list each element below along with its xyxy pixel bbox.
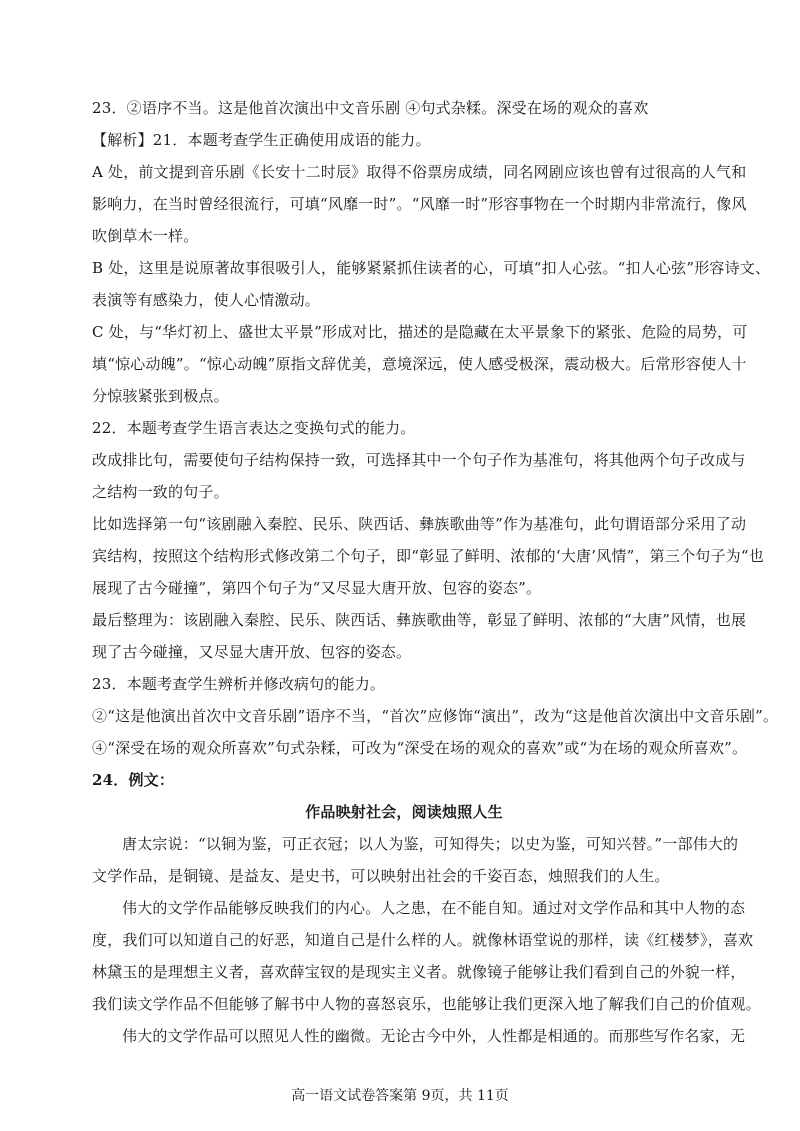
paragraph-line: 之结构一致的句子。	[92, 483, 229, 501]
paragraph-line: 宾结构，按照这个结构形式修改第二个句子，即“彰显了鲜明、浓郁的‘大唐’风情”，第三个句子为“也	[92, 547, 764, 565]
paragraph-line: ④“深受在场的观众所喜欢”句式杂糅，可改为“深受在场的观众的喜欢”或“为在场的观众所喜欢”。	[92, 739, 748, 757]
paragraph-line: B 处，这里是说原著故事很吸引人，能够紧紧抓住读者的心，可填“扣人心弦。“扣人心弦”形容诗文、	[92, 259, 771, 277]
essay-line: 文学作品，是铜镜、是益友、是史书，可以映射出社会的千姿百态，烛照我们的人生。	[92, 867, 670, 885]
analysis-22-heading: 22．本题考查学生语言表达之变换句式的能力。	[92, 419, 416, 437]
paragraph-line: C 处，与“华灯初上、盛世太平景”形成对比，描述的是隐藏在太平景象下的紧张、危险的局势，可	[92, 323, 748, 341]
essay-line: 伟大的文学作品能够反映我们的内心。人之患，在不能自知。通过对文学作品和其中人物的态	[122, 899, 746, 917]
answer-23-line: 23．②语序不当。这是他首次演出中文音乐剧 ④句式杂糅。深受在场的观众的喜欢	[92, 99, 649, 117]
essay-line: 林黛玉的是理想主义者，喜欢薛宝钗的是现实主义者。就像镜子能够让我们看到自己的外貌一样，	[92, 963, 746, 981]
paragraph-line: 展现了古今碰撞”，第四个句子为“又尽显大唐开放、包容的姿态”。	[92, 579, 542, 597]
paragraph-line: 分惊骇紧张到极点。	[92, 387, 229, 405]
paragraph-line: ②“这是他演出首次中文音乐剧”语序不当，“首次”应修饰“演出”，改为“这是他首次演出中文音乐剧”。	[92, 707, 779, 725]
paragraph-line: 比如选择第一句“该剧融入秦腔、民乐、陕西话、彝族歌曲等”作为基准句，此句谓语部分采用了动	[92, 515, 747, 533]
essay-line: 我们读文学作品不但能够了解书中人物的喜怒哀乐，也能够让我们更深入地了解我们自己的价值观。	[92, 995, 761, 1013]
paragraph-line: 表演等有感染力，使人心情激动。	[92, 291, 321, 309]
essay-line: 唐太宗说：“以铜为鉴，可正衣冠；以人为鉴，可知得失；以史为鉴，可知兴替。”一部伟大的	[122, 835, 739, 853]
paragraph-line: 填“惊心动魄”。“惊心动魄”原指文辞优美，意境深远，使人感受极深，震动极大。后常形容使人十	[92, 355, 747, 373]
paragraph-line: A 处，前文提到音乐剧《长安十二时辰》取得不俗票房成绩，同名网剧应该也曾有过很高的人气和	[92, 163, 747, 181]
analysis-23-heading: 23．本题考查学生辨析并修改病句的能力。	[92, 675, 386, 693]
paragraph-line: 现了古今碰撞，又尽显大唐开放、包容的姿态。	[92, 643, 412, 661]
paragraph-line: 吹倒草木一样。	[92, 227, 199, 245]
paragraph-line: 最后整理为：该剧融入秦腔、民乐、陕西话、彝族歌曲等，彰显了鲜明、浓郁的“大唐”风情，也展	[92, 611, 747, 629]
essay-title: 作品映射社会，阅读烛照人生	[305, 803, 503, 821]
page-footer: 高一语文试卷答案第 9页，共 11页	[291, 1088, 509, 1104]
essay-line: 伟大的文学作品可以照见人性的幽微。无论古今中外，人性都是相通的。而那些写作名家，无	[122, 1027, 746, 1045]
essay-line: 度，我们可以知道自己的好恶，知道自己是什么样的人。就像林语堂说的那样，读《红楼梦》，喜欢	[92, 931, 754, 949]
analysis-21-heading: 【解析】21．本题考查学生正确使用成语的能力。	[92, 131, 431, 149]
essay-24-heading: 24．例文：	[92, 771, 175, 789]
paragraph-line: 改成排比句，需要使句子结构保持一致，可选择其中一个句子作为基准句，将其他两个句子改成与	[92, 451, 746, 469]
paragraph-line: 影响力，在当时曾经很流行，可填“风靡一时”。“风靡一时”形容事物在一个时期内非常流行，像风	[92, 195, 747, 213]
